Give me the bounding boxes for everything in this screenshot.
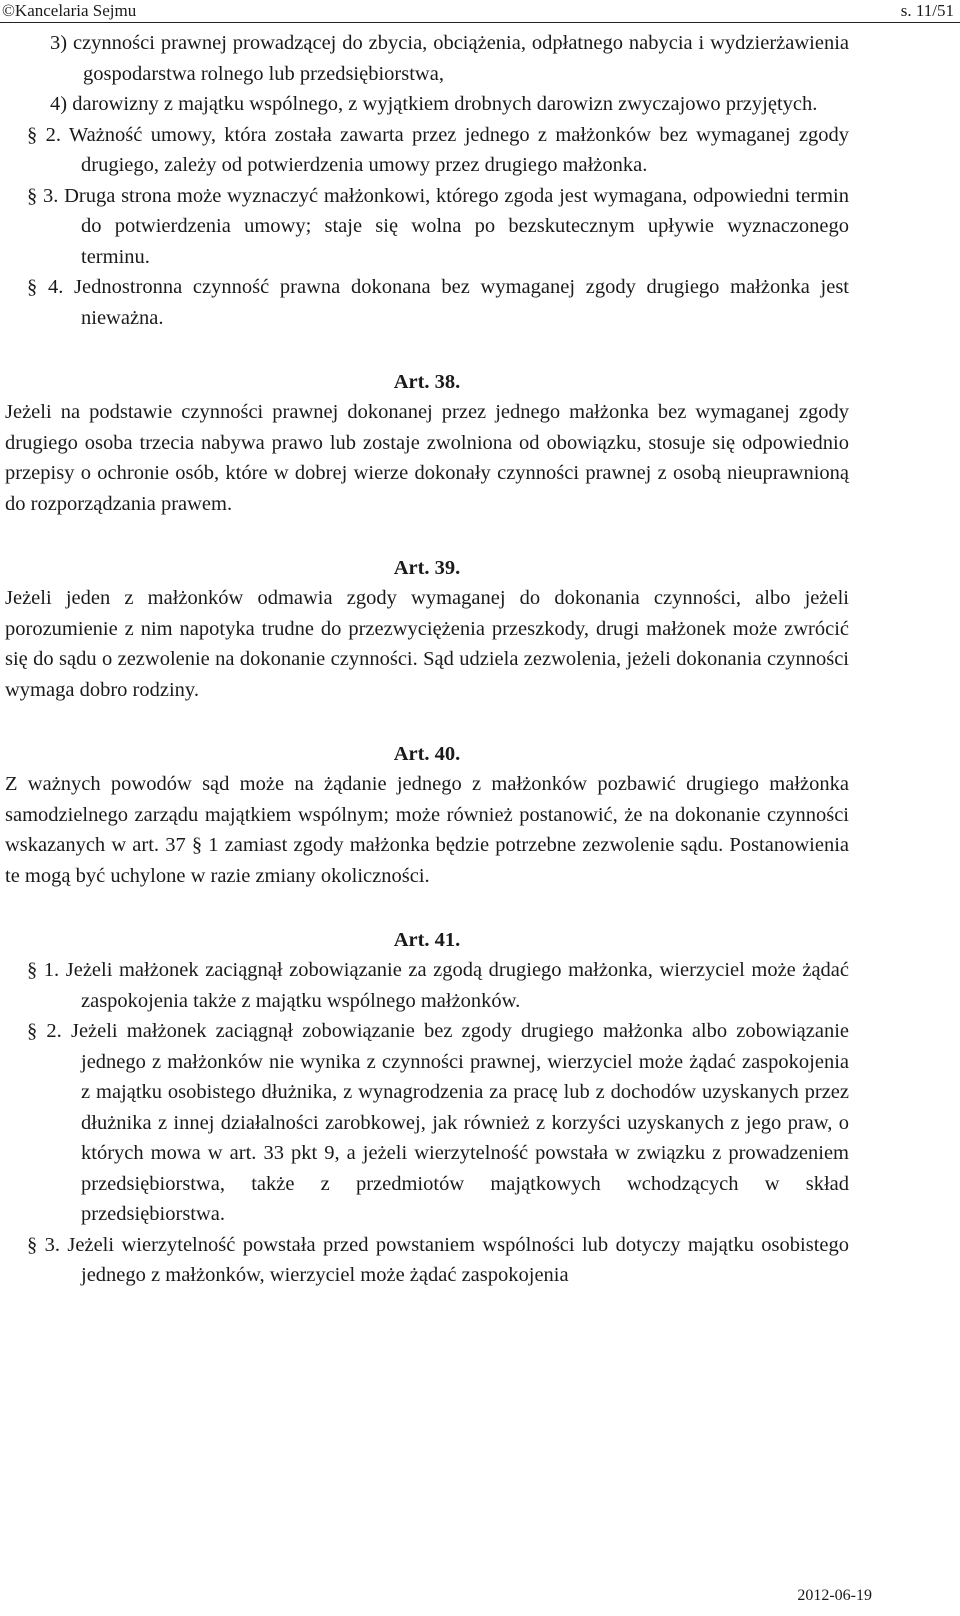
page-header	[0, 0, 960, 23]
article-40-heading: Art. 40.	[393, 743, 461, 765]
paragraph-section-4: § 4. Jednostronna czynność prawna dokonana bez wymaganej zgody drugiego małżonka jest nieważna.	[27, 276, 849, 329]
article-41-section-2: § 2. Jeżeli małżonek zaciągnął zobowiązanie bez zgody drugiego małżonka albo zobowiązanie jednego z małżonków nie wynika z czynności prawnej, wierzyciel może żądać zaspokojenia z majątku osobistego dłużnika, z wynagrodzenia za pracę lub z dochodów uzyskanych przez dłużnika z innej działalności zarobkowej, jak również z korzyści uzyskanych z jego praw, o których mowa w art. 33 pkt 9, a jeżeli wierzytelność powstała w związku z prowadzeniem przedsiębiorstwa, także z przedmiotów majątkowych wchodzących w skład przedsiębiorstwa.	[27, 1020, 849, 1225]
page-footer-date: 2012-06-19	[797, 1587, 872, 1604]
article-39-heading: Art. 39.	[393, 557, 461, 579]
document-body	[5, 22, 849, 1291]
header-page-number: s. 11/51	[900, 1, 954, 20]
header-publisher: ©Kancelaria Sejmu	[2, 1, 137, 20]
paragraph-section-2: § 2. Ważność umowy, która została zawarta przez jednego z małżonków bez wymaganej zgody drugiego, zależy od potwierdzenia umowy przez drugiego małżonka.	[27, 123, 849, 176]
article-38-text: Jeżeli na podstawie czynności prawnej dokonanej przez jednego małżonka bez wymaganej zgody drugiego osoba trzecia nabywa prawo lub zostaje zwolniona od obowiązku, stosuje się odpowiednio przepisy o ochronie osób, które w dobrej wierze dokonały czynności prawnej z osobą nieuprawnioną do rozporządzania prawem.	[5, 401, 849, 515]
article-40-text: Z ważnych powodów sąd może na żądanie jednego z małżonków pozbawić drugiego małżonka samodzielnego zarządu majątkiem wspólnym; może również postanowić, że na dokonanie czynności wskazanych w art. 37 § 1 zamiast zgody małżonka będzie potrzebne zezwolenie sądu. Postanowienia te mogą być uchylone w razie zmiany okoliczności.	[5, 773, 849, 887]
article-41-section-3: § 3. Jeżeli wierzytelność powstała przed powstaniem wspólności lub dotyczy majątku osobistego jednego z małżonków, wierzyciel może żądać zaspokojenia	[27, 1233, 849, 1286]
paragraph-section-3: § 3. Druga strona może wyznaczyć małżonkowi, którego zgoda jest wymagana, odpowiedni termin do potwierdzenia umowy; staje się wolna po bezskutecznym upływie wyznaczonego terminu.	[27, 184, 849, 268]
article-39-text: Jeżeli jeden z małżonków odmawia zgody wymaganej do dokonania czynności, albo jeżeli porozumienie z nim napotyka trudne do przezwyciężenia przeszkody, drugi małżonek może zwrócić się do sądu o zezwolenie na dokonanie czynności. Sąd udziela zezwolenia, jeżeli dokonania czynności wymaga dobro rodziny.	[5, 587, 849, 701]
list-item-3: 3) czynności prawnej prowadzącej do zbycia, obciążenia, odpłatnego nabycia i wydzierżawienia gospodarstwa rolnego lub przedsiębiorstwa,	[50, 32, 849, 85]
article-41-heading: Art. 41.	[393, 929, 461, 951]
article-41-section-1: § 1. Jeżeli małżonek zaciągnął zobowiązanie za zgodą drugiego małżonka, wierzyciel może żądać zaspokojenia także z majątku wspólnego małżonków.	[27, 959, 849, 1012]
list-item-4: 4) darowizny z majątku wspólnego, z wyjątkiem drobnych darowizn zwyczajowo przyjętych.	[50, 93, 818, 115]
article-38-heading: Art. 38.	[393, 371, 461, 393]
